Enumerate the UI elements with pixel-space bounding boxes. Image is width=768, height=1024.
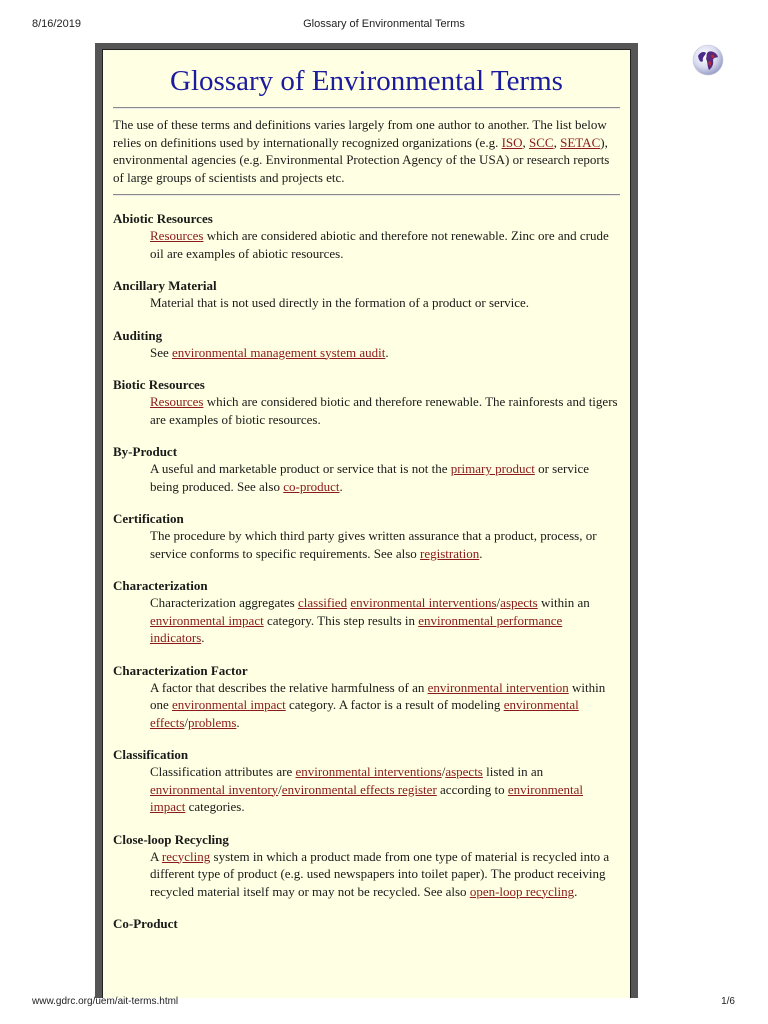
divider — [113, 194, 620, 196]
print-header — [0, 12, 768, 32]
term-link[interactable]: environmental impact — [150, 781, 583, 814]
definition-text: which are considered biotic and therefore renewable. The rainforests and tigers are examples of biotic resources. — [150, 394, 618, 427]
term-link[interactable]: registration — [420, 545, 480, 561]
term-name: Close-loop Recycling — [113, 831, 229, 847]
print-url: www.gdrc.org/uem/ait-terms.html — [32, 996, 179, 1007]
definition-text: A — [150, 848, 162, 864]
glossary-term — [113, 915, 620, 932]
term-name: Characterization Factor — [113, 662, 248, 678]
term-definition — [150, 848, 620, 901]
definition-text: . — [574, 883, 578, 899]
term-name: Abiotic Resources — [113, 211, 213, 226]
definition-text: / — [441, 764, 446, 779]
term-name: Classification — [113, 747, 189, 762]
term-link[interactable]: Resources — [150, 228, 204, 243]
term-link[interactable]: co-product — [283, 478, 340, 494]
print-footer — [0, 994, 768, 1012]
definition-text: / — [496, 595, 501, 610]
definition-text: . — [236, 714, 240, 730]
definition-text: Characterization aggregates — [150, 595, 298, 610]
term-link[interactable]: environmental intervention — [427, 679, 569, 695]
definition-text: or service being produced. See also — [150, 461, 589, 494]
definition-text: according to — [436, 781, 508, 797]
term-definition — [150, 594, 620, 647]
definition-text: Material that is not used directly in the formation of a product or service. — [150, 295, 530, 310]
term-link[interactable]: environmental performance indicators — [150, 612, 563, 645]
term-definition — [150, 460, 620, 495]
glossary-term — [113, 327, 620, 362]
term-name: Auditing — [113, 327, 163, 343]
setac-link[interactable]: SETAC — [560, 134, 601, 150]
definition-text: A factor that describes the relative harmfulness of an — [150, 679, 428, 695]
term-link[interactable]: Resources — [150, 394, 204, 409]
definition-text: See — [150, 344, 173, 360]
term-definition — [150, 527, 620, 562]
print-date: 8/16/2019 — [32, 18, 81, 30]
scc-link[interactable]: SCC — [529, 134, 554, 150]
definition-text: Classification attributes are — [150, 764, 296, 779]
page-panel — [102, 49, 631, 998]
glossary-term — [113, 510, 620, 562]
glossary-term — [113, 443, 620, 495]
definition-text: within an — [537, 595, 590, 610]
definition-text: which are considered abiotic and therefore not renewable. Zinc ore and crude oil are examples of abiotic resources. — [150, 228, 609, 261]
globe-icon — [692, 44, 724, 76]
term-link[interactable]: recycling — [161, 848, 211, 864]
term-definition — [150, 344, 620, 362]
glossary-term — [113, 210, 620, 262]
term-link[interactable]: environmental impact — [150, 612, 264, 628]
glossary-term — [113, 746, 620, 816]
term-definition — [150, 294, 620, 312]
glossary-term — [113, 831, 620, 901]
term-definition — [150, 393, 620, 428]
term-link[interactable]: aspects — [500, 595, 538, 610]
intro-text: The use of these terms and definitions varies largely from one author to another. The list below relies on definitions used by internationally recognized organizations (e.g. — [113, 117, 607, 150]
term-link[interactable]: environmental impact — [172, 697, 286, 712]
term-name: Ancillary Material — [113, 278, 217, 293]
term-name: By-Product — [113, 444, 178, 459]
definition-text: . — [339, 478, 343, 494]
term-link[interactable]: aspects — [445, 764, 483, 779]
intro-paragraph — [113, 116, 620, 186]
term-definition — [150, 763, 620, 816]
definition-text: system in which a product made from one type of material is recycled into a different type of product (e.g. used newspapers into toilet paper). The product receiving recycled material itself may or may not be recycled. See also — [150, 848, 610, 899]
term-link[interactable]: environmental effects — [150, 697, 579, 730]
glossary-term — [113, 277, 620, 312]
page-frame — [95, 43, 638, 998]
term-definition — [150, 227, 620, 262]
glossary-list — [113, 210, 620, 932]
iso-link[interactable]: ISO — [501, 134, 523, 150]
term-link[interactable]: environmental management system audit — [172, 344, 386, 360]
term-link[interactable]: environmental inventory — [150, 781, 279, 797]
term-link[interactable]: environmental effects register — [281, 781, 437, 797]
term-link[interactable]: environmental interventions — [350, 595, 497, 610]
definition-text: categories. — [185, 799, 245, 814]
glossary-term — [113, 376, 620, 428]
term-link[interactable]: primary product — [450, 461, 535, 476]
definition-text: / — [184, 714, 189, 730]
page-title: Glossary of Environmental Terms — [170, 65, 563, 97]
definition-text: . — [479, 545, 483, 561]
page-count: 1/6 — [721, 996, 735, 1007]
term-name: Co-Product — [113, 916, 178, 931]
term-link[interactable]: problems — [188, 714, 237, 730]
divider — [113, 107, 620, 109]
definition-text: . — [201, 630, 205, 645]
definition-text: A useful and marketable product or service that is not the — [150, 461, 451, 476]
definition-text: listed in an — [482, 764, 544, 779]
definition-text: category. A factor is a result of modeling — [285, 697, 504, 712]
definition-text: category. This step results in — [263, 612, 419, 628]
glossary-term — [113, 577, 620, 647]
glossary-term — [113, 662, 620, 732]
definition-text: within one — [150, 679, 606, 712]
term-name: Certification — [113, 511, 184, 526]
intro-separator: , — [553, 134, 561, 150]
definition-text: The procedure by which third party gives written assurance that a product, process, or service conforms to specific requirements. See also — [150, 528, 597, 561]
definition-text: / — [278, 781, 282, 797]
definition-text: . — [385, 344, 389, 360]
term-link[interactable]: classified — [297, 595, 348, 610]
term-name: Biotic Resources — [113, 377, 205, 392]
term-name: Characterization — [113, 578, 208, 593]
term-definition — [150, 679, 620, 732]
intro-separator: , — [522, 134, 530, 150]
term-link[interactable]: environmental interventions — [295, 764, 442, 779]
intro-text: ), environmental agencies (e.g. Environmental Protection Agency of the USA) or research reports of large groups of scientists and projects etc. — [113, 134, 610, 185]
print-title: Glossary of Environmental Terms — [303, 18, 465, 30]
term-link[interactable]: open-loop recycling — [469, 883, 575, 899]
